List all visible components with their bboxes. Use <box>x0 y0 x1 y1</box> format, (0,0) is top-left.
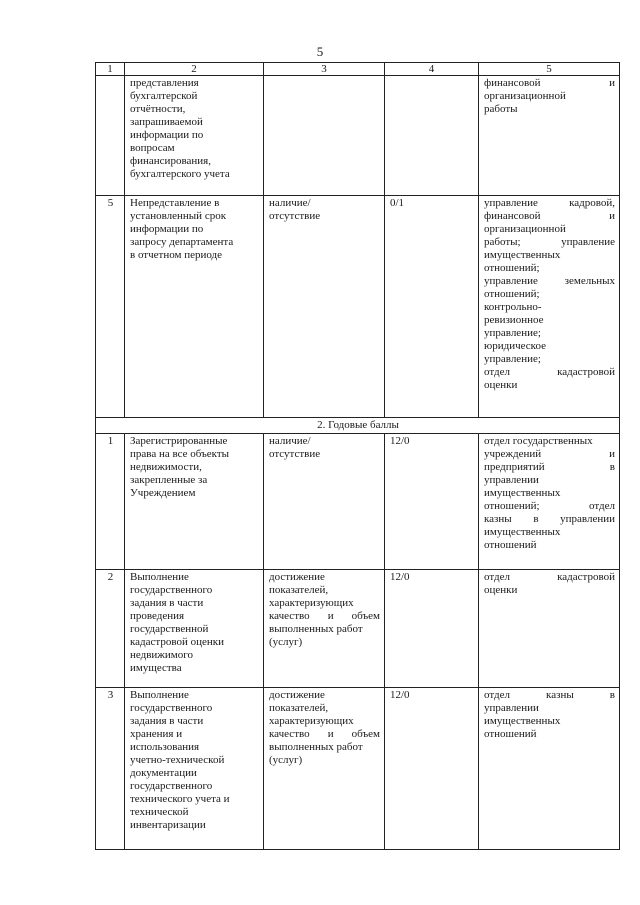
cell-number: 1 <box>96 434 125 570</box>
cell-points: 12/0 <box>385 570 479 688</box>
header-col-2: 2 <box>125 63 264 76</box>
section-title: 2. Годовые баллы <box>96 418 620 434</box>
header-col-5: 5 <box>479 63 620 76</box>
header-col-3: 3 <box>264 63 385 76</box>
header-col-1: 1 <box>96 63 125 76</box>
table-row-3 <box>96 688 620 850</box>
cell-points <box>385 76 479 196</box>
cell-points: 0/1 <box>385 196 479 418</box>
cell-responsible: финансовой и организационной работы <box>479 76 620 196</box>
cell-criterion: Выполнение государственного задания в части хранения и использования учетно-технической документации государственного технического учета и технической инвентаризации <box>125 688 264 850</box>
table-row-1 <box>96 434 620 570</box>
cell-responsible: отдел казны в управлении имущественных отношений <box>479 688 620 850</box>
cell-indicator <box>264 76 385 196</box>
cell-indicator: наличие/ отсутствие <box>264 196 385 418</box>
cell-number <box>96 76 125 196</box>
cell-points: 12/0 <box>385 688 479 850</box>
cell-indicator: достижение показателей, характеризующих качество и объем выполненных работ (услуг) <box>264 570 385 688</box>
table-row-continuation <box>96 76 620 196</box>
cell-responsible: управление кадровой, финансовой и организационной работы; управление имущественных отношений; управление земельных отношений; контрольно- ревизионное управление; юридическое управление; отдел кадастровой оценки <box>479 196 620 418</box>
cell-responsible: отдел кадастровой оценки <box>479 570 620 688</box>
header-col-4: 4 <box>385 63 479 76</box>
cell-number: 5 <box>96 196 125 418</box>
cell-responsible: отдел государственных учреждений и предприятий в управлении имущественных отношений; отдел казны в управлении имущественных отношений <box>479 434 620 570</box>
table-row-2 <box>96 570 620 688</box>
cell-criterion: Выполнение государственного задания в части проведения государственной кадастровой оценки недвижимого имущества <box>125 570 264 688</box>
cell-number: 3 <box>96 688 125 850</box>
cell-number: 2 <box>96 570 125 688</box>
cell-points: 12/0 <box>385 434 479 570</box>
cell-criterion: Зарегистрированные права на все объекты недвижимости, закрепленные за Учреждением <box>125 434 264 570</box>
table-header-row <box>96 63 620 76</box>
cell-indicator: наличие/ отсутствие <box>264 434 385 570</box>
cell-indicator: достижение показателей, характеризующих качество и объем выполненных работ (услуг) <box>264 688 385 850</box>
page-number: 5 <box>316 44 324 59</box>
cell-criterion: Непредставление в установленный срок информации по запросу департамента в отчетном периоде <box>125 196 264 418</box>
criteria-table <box>95 62 620 850</box>
cell-criterion: представления бухгалтерской отчётности, запрашиваемой информации по вопросам финансирования, бухгалтерского учета <box>125 76 264 196</box>
table-row-5 <box>96 196 620 418</box>
section-row <box>96 418 620 434</box>
